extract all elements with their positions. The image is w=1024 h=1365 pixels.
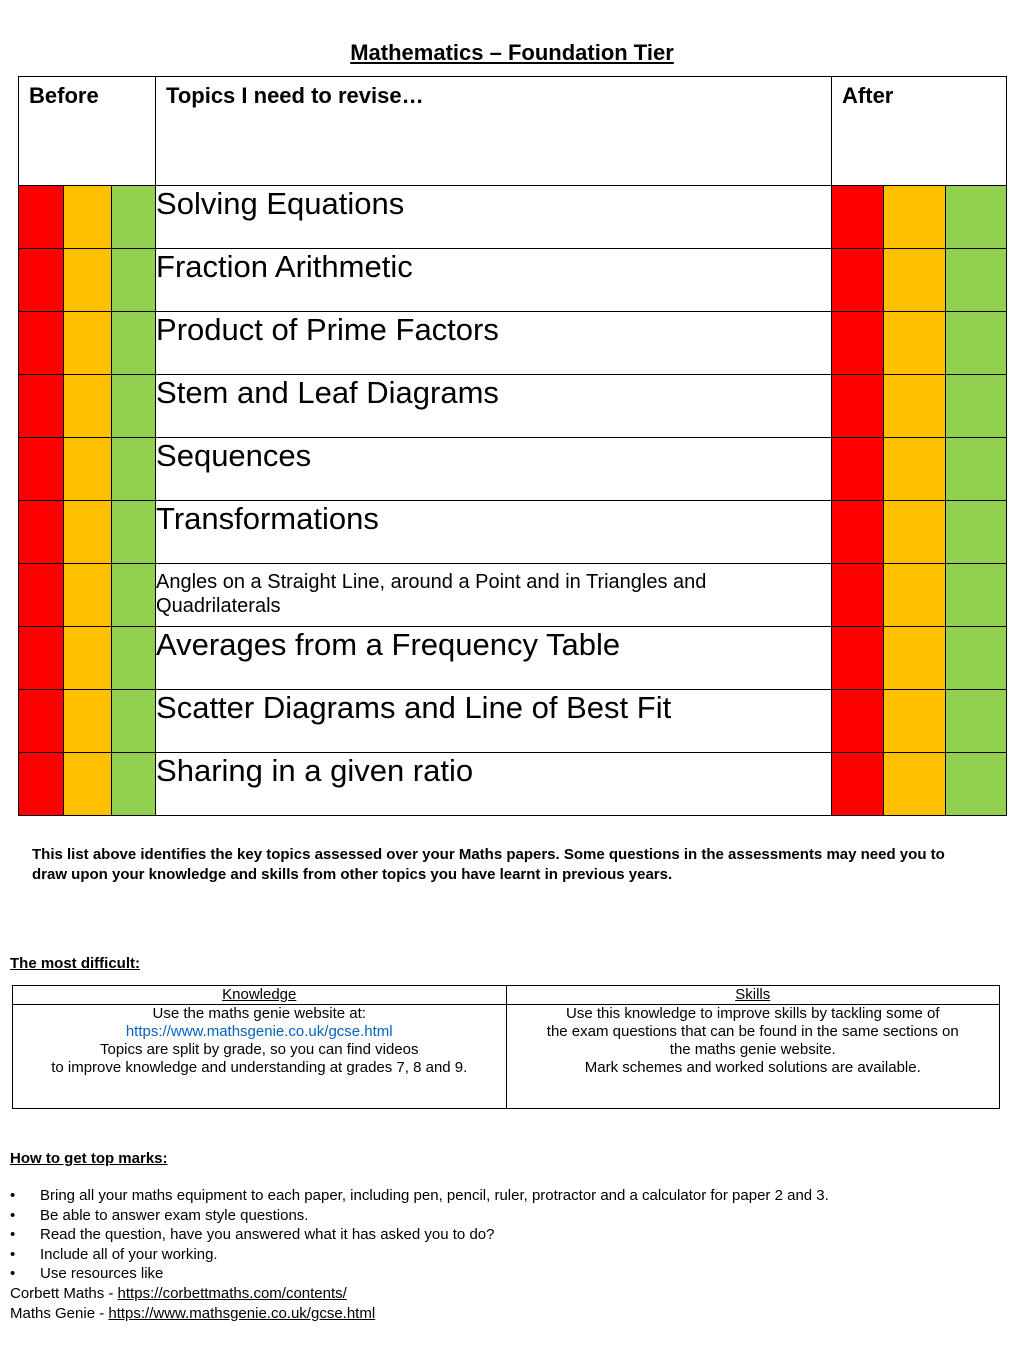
resource-label: Corbett Maths - <box>10 1285 118 1302</box>
knowledge-line: to improve knowledge and understanding at grades 7, 8 and 9. <box>51 1059 468 1076</box>
before-amber-cell[interactable] <box>64 438 112 501</box>
resource-line <box>10 1284 375 1304</box>
table-row <box>19 438 1007 501</box>
after-amber-cell[interactable] <box>884 312 946 375</box>
most-difficult-heading: The most difficult: <box>10 955 140 972</box>
before-red-cell[interactable] <box>19 249 64 312</box>
tip-text: Read the question, have you answered what it has asked you to do? <box>40 1226 495 1243</box>
after-green-cell[interactable] <box>946 249 1007 312</box>
table-row <box>19 627 1007 690</box>
table-row <box>19 186 1007 249</box>
before-green-cell[interactable] <box>112 312 156 375</box>
after-amber-cell[interactable] <box>884 690 946 753</box>
resource-label: Maths Genie - <box>10 1304 109 1322</box>
topic-cell: Sharing in a given ratio <box>156 753 832 816</box>
bullet-icon: • <box>10 1206 16 1224</box>
page-title: Mathematics – Foundation Tier <box>350 40 674 65</box>
skills-header: Skills <box>506 986 1000 1005</box>
after-red-cell[interactable] <box>832 312 884 375</box>
after-green-cell[interactable] <box>946 312 1007 375</box>
bullet-icon: • <box>10 1226 16 1243</box>
topics-header: Topics I need to revise… <box>156 77 832 186</box>
after-header: After <box>832 77 1007 186</box>
after-red-cell[interactable] <box>832 753 884 816</box>
bullet-icon: • <box>10 1265 16 1282</box>
after-green-cell[interactable] <box>946 501 1007 564</box>
after-amber-cell[interactable] <box>884 375 946 438</box>
before-amber-cell[interactable] <box>64 564 112 627</box>
after-green-cell[interactable] <box>946 564 1007 627</box>
knowledge-line: Topics are split by grade, so you can find videos <box>99 1041 419 1058</box>
after-green-cell[interactable] <box>946 186 1007 249</box>
after-amber-cell[interactable] <box>884 753 946 816</box>
table-row <box>19 690 1007 753</box>
before-amber-cell[interactable] <box>64 312 112 375</box>
table-row <box>19 375 1007 438</box>
skills-line: the exam questions that can be found in the same sections on <box>546 1023 959 1040</box>
list-item <box>10 1245 1010 1265</box>
tip-text: Include all of your working. <box>40 1245 218 1263</box>
after-amber-cell[interactable] <box>884 564 946 627</box>
skills-cell <box>506 1005 1000 1109</box>
before-green-cell[interactable] <box>112 627 156 690</box>
before-green-cell[interactable] <box>112 501 156 564</box>
before-green-cell[interactable] <box>112 375 156 438</box>
corbettmaths-link[interactable]: https://corbettmaths.com/contents/ <box>117 1285 347 1302</box>
after-green-cell[interactable] <box>946 753 1007 816</box>
before-red-cell[interactable] <box>19 564 64 627</box>
table-row <box>19 249 1007 312</box>
before-red-cell[interactable] <box>19 186 64 249</box>
knowledge-cell <box>13 1005 507 1109</box>
before-red-cell[interactable] <box>19 312 64 375</box>
topic-cell: Stem and Leaf Diagrams <box>156 375 832 438</box>
skills-line: Use this knowledge to improve skills by tackling some of <box>566 1005 940 1022</box>
before-red-cell[interactable] <box>19 627 64 690</box>
before-green-cell[interactable] <box>112 690 156 753</box>
list-item <box>10 1186 1010 1206</box>
before-green-cell[interactable] <box>112 564 156 627</box>
knowledge-header: Knowledge <box>13 986 507 1005</box>
before-red-cell[interactable] <box>19 753 64 816</box>
tip-text: Be able to answer exam style questions. <box>40 1206 309 1224</box>
after-red-cell[interactable] <box>832 627 884 690</box>
before-amber-cell[interactable] <box>64 627 112 690</box>
bullet-icon: • <box>10 1187 16 1204</box>
before-amber-cell[interactable] <box>64 249 112 312</box>
skills-line: Mark schemes and worked solutions are available. <box>584 1059 921 1076</box>
mathsgenie-link[interactable]: https://www.mathsgenie.co.uk/gcse.html <box>125 1023 393 1040</box>
topic-cell: Product of Prime Factors <box>156 312 832 375</box>
after-red-cell[interactable] <box>832 438 884 501</box>
after-green-cell[interactable] <box>946 438 1007 501</box>
before-green-cell[interactable] <box>112 753 156 816</box>
after-red-cell[interactable] <box>832 249 884 312</box>
after-red-cell[interactable] <box>832 690 884 753</box>
resources <box>10 1284 375 1323</box>
mathsgenie-resource-link[interactable]: https://www.mathsgenie.co.uk/gcse.html <box>108 1304 376 1322</box>
after-amber-cell[interactable] <box>884 438 946 501</box>
before-red-cell[interactable] <box>19 375 64 438</box>
before-amber-cell[interactable] <box>64 375 112 438</box>
before-red-cell[interactable] <box>19 438 64 501</box>
after-red-cell[interactable] <box>832 564 884 627</box>
topic-cell: Transformations <box>156 501 832 564</box>
after-amber-cell[interactable] <box>884 249 946 312</box>
table-row <box>19 564 1007 627</box>
topic-cell: Averages from a Frequency Table <box>156 627 832 690</box>
before-green-cell[interactable] <box>112 438 156 501</box>
table-row <box>19 501 1007 564</box>
list-item <box>10 1206 1010 1226</box>
after-green-cell[interactable] <box>946 690 1007 753</box>
bullet-icon: • <box>10 1245 16 1263</box>
before-red-cell[interactable] <box>19 501 64 564</box>
topics-table <box>18 76 1007 816</box>
topic-cell: Angles on a Straight Line, around a Point and in Triangles and Quadrilaterals <box>156 564 832 627</box>
after-red-cell[interactable] <box>832 186 884 249</box>
before-amber-cell[interactable] <box>64 186 112 249</box>
skills-line: the maths genie website. <box>669 1041 836 1058</box>
after-red-cell[interactable] <box>832 501 884 564</box>
before-amber-cell[interactable] <box>64 501 112 564</box>
topics-note: This list above identifies the key topics assessed over your Maths papers. Some questions in the assessments may need you to draw upon your knowledge and skills from other topics you have learnt in previous years. <box>32 846 945 883</box>
after-amber-cell[interactable] <box>884 627 946 690</box>
topic-cell: Fraction Arithmetic <box>156 249 832 312</box>
topic-cell: Scatter Diagrams and Line of Best Fit <box>156 690 832 753</box>
before-amber-cell[interactable] <box>64 690 112 753</box>
tips-list <box>10 1186 1010 1284</box>
resource-line <box>10 1304 375 1324</box>
before-header: Before <box>19 77 156 186</box>
after-green-cell[interactable] <box>946 375 1007 438</box>
table-row <box>19 312 1007 375</box>
topic-cell: Sequences <box>156 438 832 501</box>
after-green-cell[interactable] <box>946 627 1007 690</box>
before-red-cell[interactable] <box>19 690 64 753</box>
before-green-cell[interactable] <box>112 249 156 312</box>
table-row <box>19 753 1007 816</box>
tip-text: Bring all your maths equipment to each paper, including pen, pencil, ruler, protractor and a calculator for paper 2 and 3. <box>40 1187 829 1204</box>
after-amber-cell[interactable] <box>884 501 946 564</box>
list-item <box>10 1225 1010 1245</box>
topic-cell: Solving Equations <box>156 186 832 249</box>
before-green-cell[interactable] <box>112 186 156 249</box>
top-marks-heading: How to get top marks: <box>10 1150 168 1167</box>
list-item <box>10 1264 1010 1284</box>
after-red-cell[interactable] <box>832 375 884 438</box>
knowledge-skills-table <box>12 985 1000 1109</box>
knowledge-line: Use the maths genie website at: <box>152 1005 366 1022</box>
before-amber-cell[interactable] <box>64 753 112 816</box>
tip-text: Use resources like <box>40 1265 164 1282</box>
after-amber-cell[interactable] <box>884 186 946 249</box>
